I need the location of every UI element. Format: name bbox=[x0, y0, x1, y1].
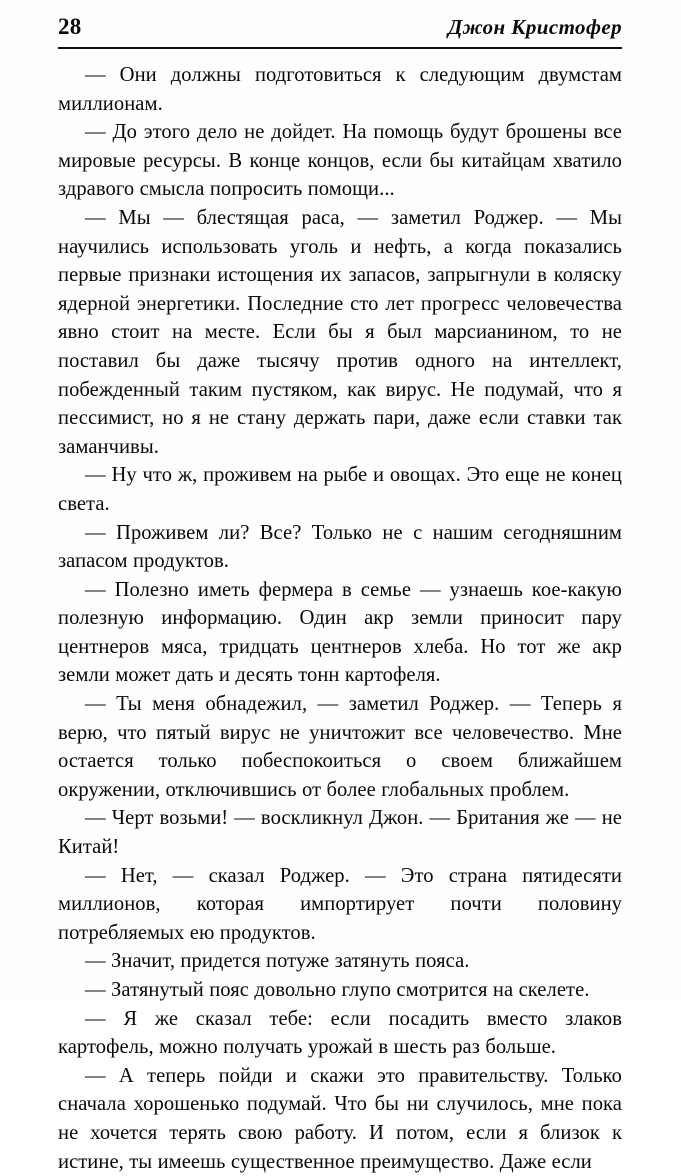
header-rule bbox=[58, 47, 622, 49]
paragraph: — До этого дело не дойдет. На помощь будут брошены все мировые ресурсы. В конце концов, если бы китайцам хватило здравого смысла попросить помощи... bbox=[58, 121, 622, 201]
page-number: 28 bbox=[58, 14, 82, 39]
paragraph: — Проживем ли? Все? Только не с нашим сегодняшним запасом продуктов. bbox=[58, 521, 622, 573]
paragraph: — Мы — блестящая раса, — заметил Роджер. — Мы научились использовать уголь и нефть, а когда показались первые признаки истощения их запасов, запрыгнули в коляску ядерной энергетики. Последние сто лет прогресс человечества явно стоит на месте. Если бы я был марсианином, то не поставил бы даже тысячу против одного на интеллект, побежденный таким пустяком, как вирус. Не подумай, что я пессимист, но я не стану держать пари, даже если ставки так заманчивы. bbox=[58, 206, 622, 458]
paragraph: — Нет, — сказал Роджер. — Это страна пятидесяти миллионов, которая импортирует почти половину потребляемых ею продуктов. bbox=[58, 864, 622, 944]
paragraph: — А теперь пойди и скажи это правительству. Только сначала хорошенько подумай. Что бы ни случилось, мне пока не хочется терять свою работу. И потом, если я близок к истине, ты имеешь существенное преимущество. Даже если bbox=[58, 1064, 622, 1173]
paragraph: — Ты меня обнадежил, — заметил Роджер. — Теперь я верю, что пятый вирус не уничтожит все человечество. Мне остается только побеспокоиться о своем ближайшем окружении, отключившись от более глобальных проблем. bbox=[58, 693, 622, 801]
paragraph: — Полезно иметь фермера в семье — узнаешь кое-какую полезную информацию. Один акр земли приносит пару центнеров мяса, тридцать центнеров хлеба. Но тот же акр земли может дать и десять тонн картофеля. bbox=[58, 578, 622, 687]
paragraph: — Затянутый пояс довольно глупо смотрится на скелете. bbox=[85, 979, 590, 1001]
paragraph: — Черт возьми! — воскликнул Джон. — Британия же — не Китай! bbox=[58, 807, 622, 859]
paragraph: — Ну что ж, проживем на рыбе и овощах. Это еще не конец света. bbox=[58, 464, 622, 515]
body-text-column bbox=[58, 61, 622, 1176]
running-head-title: Джон Кристофер bbox=[448, 15, 622, 39]
paragraph: — Значит, придется потуже затянуть пояса. bbox=[85, 950, 470, 973]
running-head bbox=[58, 14, 622, 40]
paragraph: — Они должны подготовиться к следующим двумстам миллионам. bbox=[58, 64, 622, 115]
paragraph: — Я же сказал тебе: если посадить вместо злаков картофель, можно получать урожай в шесть раз больше. bbox=[58, 1007, 622, 1059]
